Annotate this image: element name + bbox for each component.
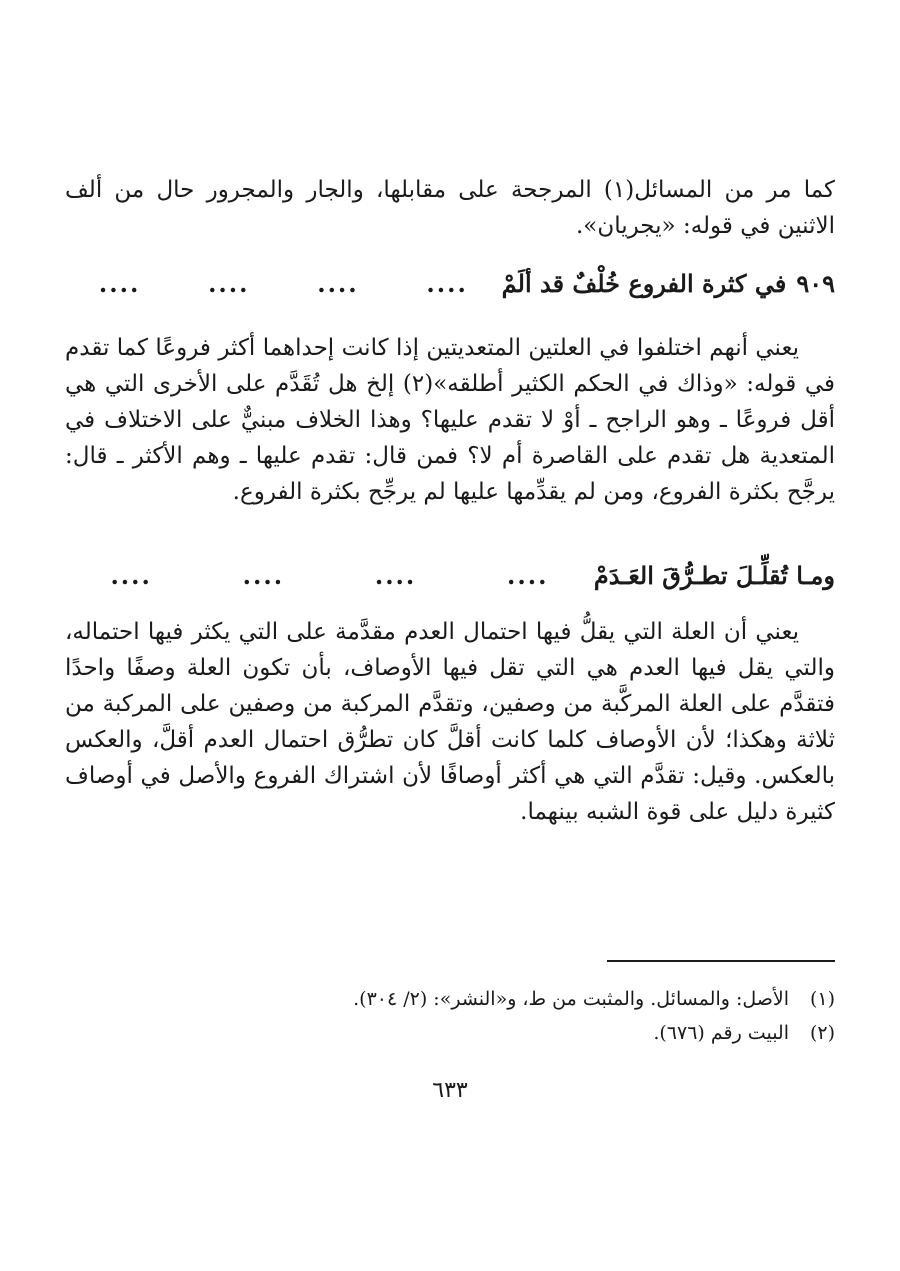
footnote-number: (١) bbox=[809, 988, 835, 1010]
ellipsis-dots: .... bbox=[242, 561, 285, 590]
ellipsis-dots: .... bbox=[374, 561, 417, 590]
ellipsis-dots: .... bbox=[208, 269, 250, 298]
ellipsis-dots: .... bbox=[98, 269, 141, 298]
ellipsis-dots: .... bbox=[110, 561, 152, 590]
commentary-paragraph-1 bbox=[65, 330, 835, 510]
verse-first-half: في كثرة الفروع خُلْفٌ قد ألَمْ bbox=[501, 269, 787, 298]
verse-line-909 bbox=[65, 266, 835, 302]
footnote-1 bbox=[65, 982, 835, 1016]
paragraph-text: يعني أن العلة التي يقلُّ فيها احتمال العدم مقدَّمة على التي يكثر فيها احتماله، والتي يقل فيها العدم هي التي تقل فيها الأوصاف، بأن تكون العلة وصفًا واحدًا فتقدَّم على العلة المركَّبة من وصفين، وتقدَّم المركبة من وصفين على المركبة من ثلاثة وهكذا؛ لأن الأوصاف كلما كانت أقلَّ كان تطرُّق احتمال العدم أقلَّ، والعكس بالعكس. وقيل: تقدَّم التي هي أكثر أوصافًا لأن اشتراك الفروع والأصل في أوصاف كثيرة دليل على قوة الشبه بينهما. bbox=[65, 619, 835, 825]
footnote-separator bbox=[607, 960, 835, 962]
paragraph-text: كما مر من المسائل(١) المرجحة على مقابلها، والجار والمجرور حال من ألف الاثنين في قوله: «يجريان». bbox=[65, 177, 835, 239]
footnotes bbox=[65, 982, 835, 1050]
verse-number: ٩٠٩ bbox=[796, 269, 835, 298]
page-number: ٦٣٣ bbox=[432, 1078, 468, 1103]
verse-omitted-half bbox=[65, 266, 502, 302]
footnote-text: الأصل: والمسائل. والمثبت من ط، و«النشر»: (٢/ ٣٠٤). bbox=[353, 988, 789, 1010]
ellipsis-dots: .... bbox=[426, 269, 468, 298]
paragraph-text: يعني أنهم اختلفوا في العلتين المتعديتين إذا كانت إحداهما أكثر فروعًا كما تقدم في قوله: «وذاك في الحكم الكثير أطلقه»(٢) إلخ هل تُقَدَّم على الأخرى التي هي أقل فروعًا ـ وهو الراجح ـ أوْ لا تقدم عليها؟ وهذا الخلاف مبنيٌّ على الاختلاف في المتعدية هل تقدم على القاصرة أم لا؟ فمن قال: تقدم عليها ـ وهم الأكثر ـ قال: يرجَّح بكثرة الفروع، ومن لم يقدِّمها عليها لم يرجِّح بكثرة الفروع. bbox=[65, 335, 835, 505]
ellipsis-dots: .... bbox=[507, 561, 549, 590]
ellipsis-dots: .... bbox=[317, 269, 359, 298]
footnote-2 bbox=[65, 1016, 835, 1050]
verse-line-910 bbox=[65, 558, 835, 594]
verse-omitted-half bbox=[65, 558, 594, 594]
footnote-text: البيت رقم (٦٧٦). bbox=[653, 1022, 789, 1044]
paragraph-continuation bbox=[65, 172, 835, 244]
verse-second-half: ومـا تُقلِّـلَ تطـرُّقَ العَـدَمْ bbox=[593, 561, 835, 590]
commentary-paragraph-2 bbox=[65, 614, 835, 830]
footnote-number: (٢) bbox=[809, 1022, 835, 1044]
